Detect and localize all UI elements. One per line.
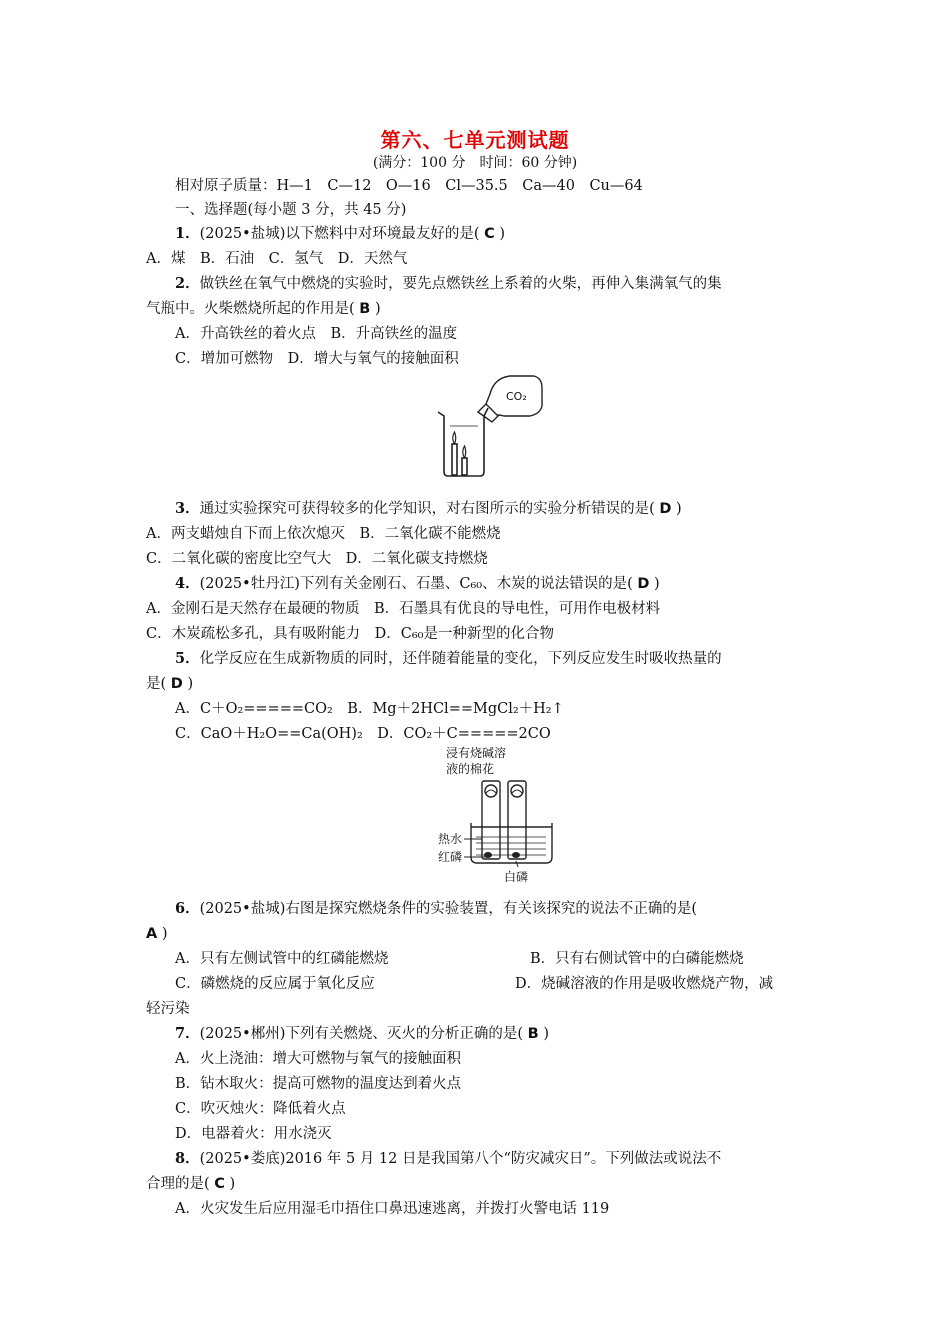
question-text-close: ) <box>654 576 660 592</box>
question-6-option-b: B．只有右侧试管中的白磷能燃烧 <box>530 951 744 967</box>
question-7-option-d: D．电器着火：用水浇灭 <box>175 1126 332 1142</box>
question-text: 是( <box>146 676 167 692</box>
question-text: (2025•郴州)下列有关燃烧、灭火的分析正确的是( <box>199 1026 524 1042</box>
question-7-option-a: A．火上浇油：增大可燃物与氧气的接触面积 <box>175 1051 461 1067</box>
question-number: 5． <box>175 650 200 667</box>
question-7 <box>175 1023 549 1045</box>
question-text-close: ) <box>161 926 168 942</box>
answer: D <box>659 501 672 517</box>
question-1-options: A．煤 B．石油 C．氢气 D．天然气 <box>146 251 408 267</box>
question-3-options-2: C．二氧化碳的密度比空气大 D．二氧化碳支持燃烧 <box>146 551 488 567</box>
question-6-option-d: D．烧碱溶液的作用是吸收燃烧产物，减 <box>515 976 774 992</box>
question-4-options-1: A．金刚石是天然存在最硬的物质 B．石墨具有优良的导电性，可用作电极材料 <box>146 601 661 617</box>
answer: C <box>214 1176 225 1192</box>
question-2-line2 <box>146 298 381 320</box>
question-text-close: ) <box>543 1026 549 1042</box>
question-2-options-2: C．增加可燃物 D．增大与氧气的接触面积 <box>175 351 459 367</box>
question-text-close: ) <box>187 676 194 692</box>
question-8 <box>175 1148 721 1170</box>
question-text: 做铁丝在氧气中燃烧的实验时，要先点燃铁丝上系着的火柴，再伸入集满氧气的集 <box>199 276 722 292</box>
cotton-label-line2: 液的棉花 <box>446 762 495 776</box>
red-phosphorus-label: 红磷 <box>438 850 463 864</box>
question-6-option-c: C．磷燃烧的反应属于氧化反应 <box>175 976 375 992</box>
question-4 <box>175 573 660 595</box>
question-7-option-b: B．钻木取火：提高可燃物的温度达到着火点 <box>175 1076 462 1092</box>
question-5 <box>175 648 722 670</box>
question-text: (2025•娄底)2016 年 5 月 12 日是我国第八个“防灾减灾日”。下列做法或说法不 <box>199 1151 722 1167</box>
answer: B <box>527 1026 539 1042</box>
question-5-options-2: C．CaO＋H₂O==Ca(OH)₂ D．CO₂＋C=====2CO <box>175 726 551 742</box>
question-number: 1． <box>175 225 200 242</box>
question-4-options-2: C．木炭疏松多孔，具有吸附能力 D．C₆₀是一种新型的化合物 <box>146 626 554 642</box>
question-6-option-a: A．只有左侧试管中的红磷能燃烧 <box>175 951 389 967</box>
question-1 <box>175 223 505 245</box>
question-text: 合理的是( <box>146 1176 210 1192</box>
question-text-close: ) <box>676 501 682 517</box>
combustion-apparatus-figure <box>426 743 576 883</box>
question-number: 7． <box>175 1025 200 1042</box>
question-5-line2 <box>146 673 193 695</box>
question-6-line2 <box>146 923 168 945</box>
question-text-close: ) <box>374 301 381 317</box>
question-2 <box>175 273 722 295</box>
question-text: 化学反应在生成新物质的同时，还伴随着能量的变化，下列反应发生时吸收热量的 <box>199 651 722 667</box>
white-phosphorus-label: 白磷 <box>504 870 529 883</box>
hot-water-label: 热水 <box>438 832 463 846</box>
co2-label: CO₂ <box>506 390 527 403</box>
answer: D <box>637 576 650 592</box>
answer: B <box>359 301 371 317</box>
question-text: (2025•牡丹江)下列有关金刚石、石墨、C₆₀、木炭的说法错误的是( <box>199 576 633 592</box>
question-7-option-c: C．吹灭烛火：降低着火点 <box>175 1101 346 1117</box>
question-3-options-1: A．两支蜡烛自下而上依次熄灭 B．二氧化碳不能燃烧 <box>146 526 501 542</box>
question-text: (2025•盐城)右图是探究燃烧条件的实验装置，有关该探究的说法不正确的是( <box>199 901 698 917</box>
question-number: 4． <box>175 575 200 592</box>
question-8-line2 <box>146 1173 235 1195</box>
question-number: 6． <box>175 900 200 917</box>
question-6-option-d-cont: 轻污染 <box>146 1001 190 1017</box>
question-6 <box>175 898 697 920</box>
cotton-label-line1: 浸有烧碱溶 <box>446 746 507 760</box>
question-number: 8． <box>175 1150 200 1167</box>
answer: C <box>484 226 495 242</box>
page-title: 第六、七单元测试题 <box>380 128 570 152</box>
question-text-close: ) <box>499 226 506 242</box>
atomic-masses: 相对原子质量：H—1 C—12 O—16 Cl—35.5 Ca—40 Cu—64 <box>175 178 643 194</box>
question-number: 3． <box>175 500 200 517</box>
section-heading: 一、选择题(每小题 3 分，共 45 分) <box>175 202 407 218</box>
answer: D <box>170 676 183 692</box>
question-2-options-1: A．升高铁丝的着火点 B．升高铁丝的温度 <box>175 326 458 342</box>
question-text-close: ) <box>229 1176 236 1192</box>
question-3 <box>175 498 682 520</box>
question-text: (2025•盐城)以下燃料中对环境最友好的是( <box>199 226 480 242</box>
question-number: 2． <box>175 275 200 292</box>
question-text: 气瓶中。火柴燃烧所起的作用是( <box>146 301 355 317</box>
question-5-options-1: A．C＋O₂=====CO₂ B．Mg＋2HCl==MgCl₂＋H₂↑ <box>175 701 564 717</box>
page-subtitle: (满分：100 分 时间：60 分钟) <box>372 155 578 171</box>
question-text: 通过实验探究可获得较多的化学知识，对右图所示的实验分析错误的是( <box>199 501 655 517</box>
question-8-option-a: A．火灾发生后应用湿毛巾捂住口鼻迅速逃离，并拨打火警电话 119 <box>175 1201 610 1217</box>
co2-candle-figure <box>430 372 550 480</box>
answer: A <box>146 926 158 942</box>
